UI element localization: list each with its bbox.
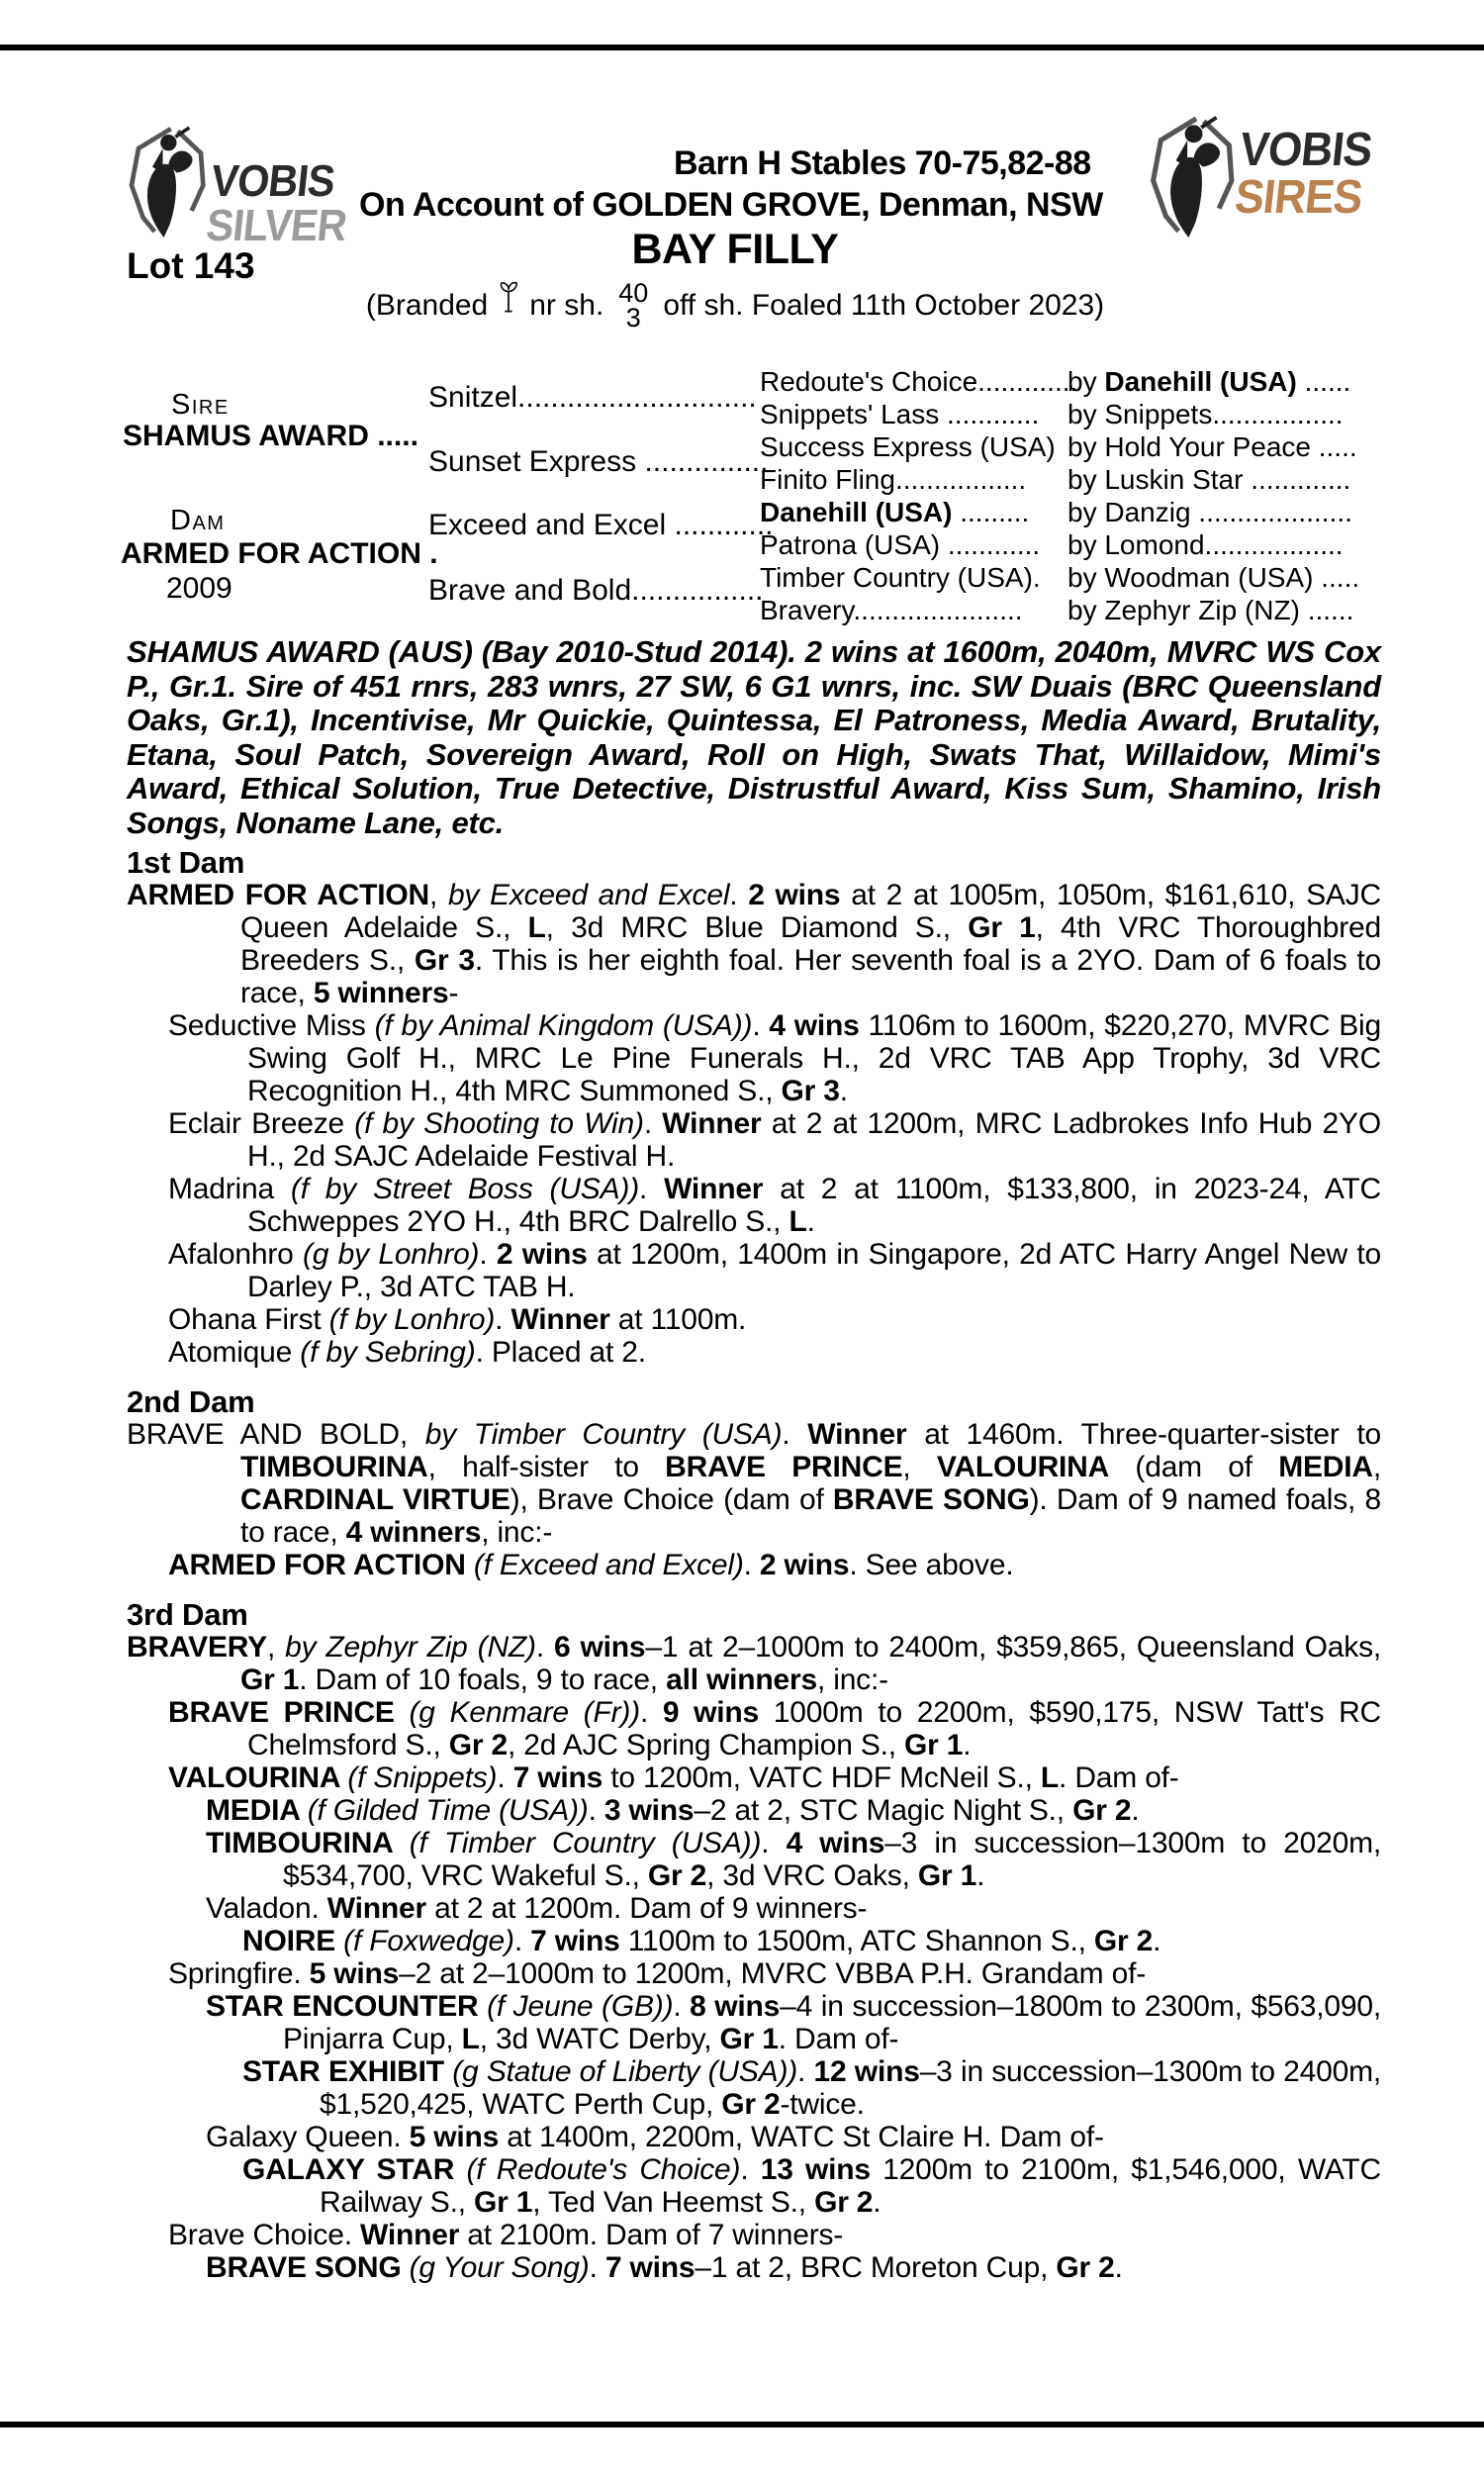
progeny-entry-galaxy-queen: Galaxy Queen. 5 wins at 1400m, 2200m, WATC St Claire H. Dam of- (206, 2121, 1104, 2153)
gen2-sire-of-sire: Snitzel............................. (428, 381, 757, 414)
section-heading-3rd-dam: 3rd Dam (127, 1597, 248, 1632)
dam-name: ARMED FOR ACTION . (121, 537, 438, 570)
progeny-entry-eclair-breeze: Eclair Breeze (f by Shooting to Win). Winner at 2 at 1200m, MRC Ladbrokes Info Hub 2YO H., 2d SAJC Adelaide Festival H. (168, 1107, 1381, 1173)
branded-line (359, 278, 1111, 333)
gen3-ancestor: Danehill (USA) ......... (760, 497, 1030, 527)
sire-label: Sire (171, 389, 230, 421)
gen4-sire-line: by Woodman (USA) ..... (1067, 562, 1360, 593)
horse-jockey-emblem-icon (1146, 113, 1237, 248)
horse-jockey-emblem-icon (125, 125, 208, 246)
brand-number-bottom: 3 (625, 303, 641, 333)
gen3-ancestor: Finito Fling................. (760, 464, 1027, 495)
gen3-ancestor: Snippets' Lass ............ (760, 399, 1040, 429)
vobis-sires-logo (1146, 113, 1385, 248)
branded-prefix: (Branded (365, 289, 489, 322)
progeny-entry-springfire: Springfire. 5 wins–2 at 2–1000m to 1200m, MVRC VBBA P.H. Grandam of- (168, 1957, 1147, 1990)
account-line: On Account of GOLDEN GROVE, Denman, NSW (359, 186, 1103, 224)
dam-record-bravery: BRAVERY, by Zephyr Zip (NZ). 6 wins–1 at 2–1000m to 2400m, $359,865, Queensland Oaks, Gr 1. Dam of 10 foals, 9 to race, all winners, inc:- (127, 1631, 1382, 1696)
gen3-ancestor: Timber Country (USA). (760, 562, 1041, 593)
progeny-entry-media: MEDIA (f Gilded Time (USA)). 3 wins–2 at 2, STC Magic Night S., Gr 2. (206, 1794, 1140, 1827)
vobis-wordmark: VOBIS (208, 155, 337, 206)
gen3-ancestor: Patrona (USA) ............ (760, 529, 1041, 560)
branded-nr-shoulder: nr sh. (529, 289, 604, 322)
bottom-rule (0, 2422, 1484, 2427)
gen4-sire-line: by Zephyr Zip (NZ) ...... (1067, 595, 1354, 625)
gen3-ancestor: Redoute's Choice............. (760, 366, 1078, 397)
gen4-sire-line: by Danehill (USA) ...... (1067, 366, 1351, 397)
sire-name: SHAMUS AWARD ..... (123, 420, 418, 452)
gen4-sire-line: by Snippets................. (1067, 399, 1344, 429)
brand-mark-icon (498, 278, 519, 322)
top-rule (0, 45, 1484, 50)
gen4-sire-line: by Luskin Star ............. (1067, 464, 1351, 495)
progeny-entry-madrina: Madrina (f by Street Boss (USA)). Winner at 2 at 1100m, $133,800, in 2023-24, ATC Schweppes 2YO H., 4th BRC Dalrello S., L. (168, 1173, 1381, 1238)
progeny-entry-atomique: Atomique (f by Sebring). Placed at 2. (168, 1336, 646, 1369)
dam-record-armed-for-action: ARMED FOR ACTION, by Exceed and Excel. 2 wins at 2 at 1005m, 1050m, $161,610, SAJC Queen Adelaide S., L, 3d MRC Blue Diamond S., Gr 1, 4th VRC Thoroughbred Breeders S., Gr 3. This is her eighth foal. Her seventh foal is a 2YO. Dam of 6 foals to race, 5 winners- (127, 879, 1381, 1009)
dam-year: 2009 (166, 572, 232, 605)
gen4-sire-line: by Hold Your Peace ..... (1067, 431, 1357, 462)
gen2-dam-of-sire: Sunset Express ............... (428, 445, 769, 478)
progeny-entry-ohana-first: Ohana First (f by Lonhro). Winner at 1100m. (168, 1303, 747, 1336)
gen3-ancestor: Bravery...................... (760, 595, 1023, 625)
gen2-sire-of-dam: Exceed and Excel ............ (428, 509, 774, 541)
branded-suffix: off sh. Foaled 11th October 2023) (663, 289, 1105, 322)
progeny-entry-noire: NOIRE (f Foxwedge). 7 wins 1100m to 1500m, ATC Shannon S., Gr 2. (242, 1925, 1161, 1957)
vobis-silver-logo (125, 125, 365, 250)
page-title: BAY FILLY (631, 226, 839, 273)
barn-line: Barn H Stables 70-75,82-88 (674, 144, 1091, 182)
progeny-entry-valadon: Valadon. Winner at 2 at 1200m. Dam of 9 winners- (206, 1892, 868, 1925)
progeny-entry-afalonhro: Afalonhro (g by Lonhro). 2 wins at 1200m, 1400m in Singapore, 2d ATC Harry Angel New to Darley P., 3d ATC TAB H. (168, 1238, 1381, 1303)
dam-label: Dam (170, 505, 226, 536)
progeny-entry-star-encounter: STAR ENCOUNTER (f Jeune (GB)). 8 wins–4 in succession–1800m to 2300m, $563,090, Pinjarra Cup, L, 3d WATC Derby, Gr 1. Dam of- (206, 1990, 1382, 2055)
vobis-wordmark: VOBIS (1237, 124, 1375, 176)
section-heading-2nd-dam: 2nd Dam (127, 1384, 255, 1419)
brand-number-top: 40 (618, 278, 649, 308)
progeny-entry-valourina: VALOURINA (f Snippets). 7 wins to 1200m, VATC HDF McNeil S., L. Dam of- (168, 1761, 1179, 1794)
progeny-entry-brave-prince: BRAVE PRINCE (g Kenmare (Fr)). 9 wins 1000m to 2200m, $590,175, NSW Tatt's RC Chelmsford S., Gr 2, 2d AJC Spring Champion S., Gr 1. (168, 1696, 1382, 1761)
progeny-entry-brave-choice: Brave Choice. Winner at 2100m. Dam of 7 winners- (168, 2219, 844, 2251)
section-heading-1st-dam: 1st Dam (127, 845, 245, 880)
dam-record-brave-and-bold: BRAVE AND BOLD, by Timber Country (USA). Winner at 1460m. Three-quarter-sister to TIMBOURINA, half-sister to BRAVE PRINCE, VALOURINA (dam of MEDIA, CARDINAL VIRTUE), Brave Choice (dam of BRAVE SONG). Dam of 9 named foals, 8 to race, 4 winners, inc:- (127, 1418, 1381, 1549)
sires-wordmark: SIRES (1232, 171, 1365, 224)
progeny-entry-armed-for-action: ARMED FOR ACTION (f Exceed and Excel). 2 wins. See above. (168, 1549, 1014, 1581)
sire-summary-paragraph: SHAMUS AWARD (AUS) (Bay 2010-Stud 2014). 2 wins at 1600m, 2040m, MVRC WS Cox P., Gr.1. Sire of 451 rnrs, 283 wnrs, 27 SW, 6 G1 wnrs, inc. SW Duais (BRC Queensland Oaks, Gr.1), Incentivise, Mr Quickie, Quintessa, El Patroness, Media Award, Brutality, Etana, Soul Patch, Sovereign Award, Roll on High, Swats That, Willaidow, Mimi's Award, Ethical Solution, True Detective, Distrustful Award, Kiss Sum, Shamino, Irish Songs, Noname Lane, etc. (127, 634, 1381, 840)
gen4-sire-line: by Lomond.................. (1067, 529, 1344, 560)
progeny-entry-star-exhibit: STAR EXHIBIT (g Statue of Liberty (USA)). 12 wins–3 in succession–1300m to 2400m, $1,520,425, WATC Perth Cup, Gr 2-twice. (242, 2055, 1381, 2121)
brand-number (618, 278, 649, 333)
pedigree-body (127, 635, 1381, 2284)
progeny-entry-brave-song: BRAVE SONG (g Your Song). 7 wins–1 at 2, BRC Moreton Cup, Gr 2. (206, 2251, 1123, 2284)
progeny-entry-seductive-miss: Seductive Miss (f by Animal Kingdom (USA)). 4 wins 1106m to 1600m, $220,270, MVRC Big Swing Golf H., MRC Le Pine Funerals H., 2d VRC TAB App Trophy, 3d VRC Recognition H., 4th MRC Summoned S., Gr 3. (168, 1009, 1382, 1107)
gen4-sire-line: by Danzig .................... (1067, 497, 1352, 527)
lot-number: Lot 143 (127, 245, 255, 286)
progeny-entry-timbourina: TIMBOURINA (f Timber Country (USA)). 4 wins–3 in succession–1300m to 2020m, $534,700, VRC Wakeful S., Gr 2, 3d VRC Oaks, Gr 1. (206, 1827, 1382, 1892)
gen2-dam-of-dam: Brave and Bold................ (428, 574, 764, 607)
gen3-ancestor: Success Express (USA) (760, 431, 1056, 462)
silver-wordmark: SILVER (204, 200, 349, 250)
progeny-entry-galaxy-star: GALAXY STAR (f Redoute's Choice). 13 wins 1200m to 2100m, $1,546,000, WATC Railway S., Gr 1, Ted Van Heemst S., Gr 2. (242, 2153, 1381, 2219)
